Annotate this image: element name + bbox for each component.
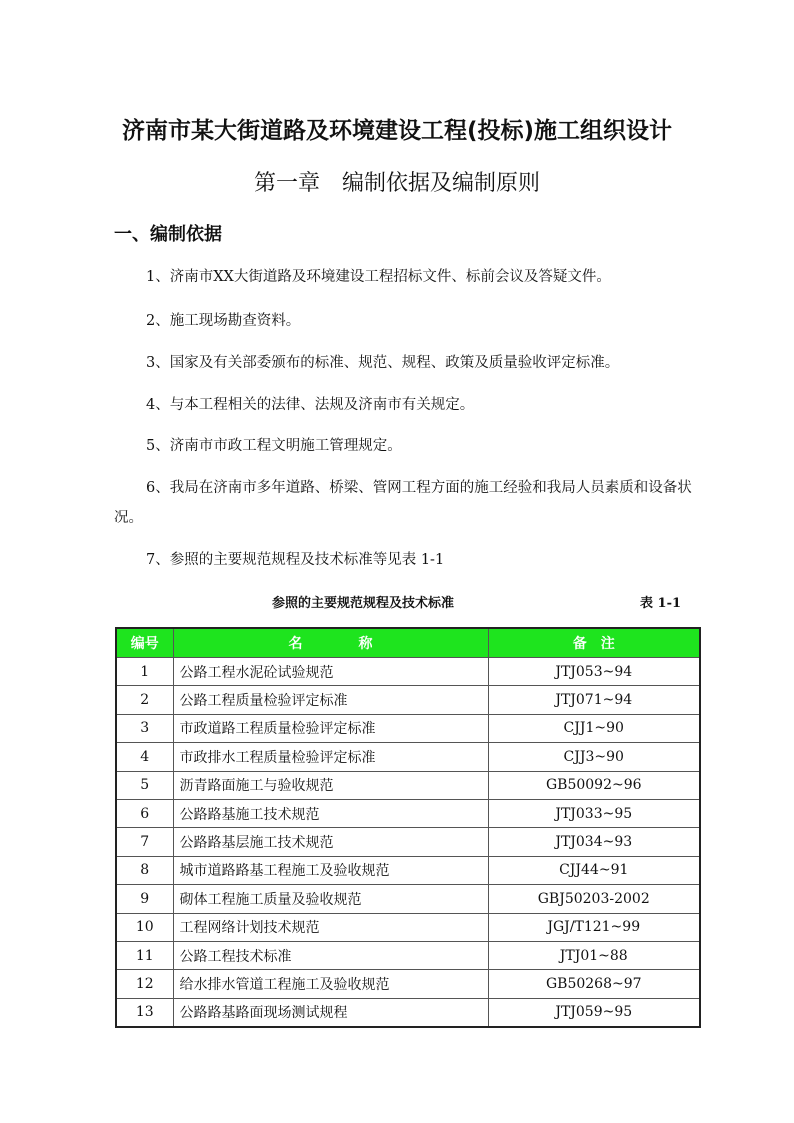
row-number: 10 xyxy=(116,913,173,941)
row-code: JTJ059~95 xyxy=(488,998,700,1027)
table-row xyxy=(116,714,700,742)
header-remark: 备 注 xyxy=(488,628,700,658)
table-row xyxy=(116,856,700,884)
table-row xyxy=(116,885,700,913)
row-number: 11 xyxy=(116,941,173,969)
paragraph: 7、参照的主要规范规程及技术标准等见表 1-1 xyxy=(146,552,445,568)
row-name: 工程网络计划技术规范 xyxy=(173,913,488,941)
row-number: 4 xyxy=(116,743,173,771)
table-row xyxy=(116,941,700,969)
table-row xyxy=(116,799,700,827)
table-row xyxy=(116,686,700,714)
row-name: 公路工程水泥砼试验规范 xyxy=(173,658,488,686)
paragraph: 2、施工现场勘查资料。 xyxy=(146,313,301,329)
row-number: 6 xyxy=(116,799,173,827)
row-name: 砌体工程施工质量及验收规范 xyxy=(173,885,488,913)
row-name: 城市道路路基工程施工及验收规范 xyxy=(173,856,488,884)
row-name: 公路工程技术标准 xyxy=(173,941,488,969)
paragraph: 5、济南市市政工程文明施工管理规定。 xyxy=(146,438,402,454)
row-number: 2 xyxy=(116,686,173,714)
row-number: 8 xyxy=(116,856,173,884)
row-name: 给水排水管道工程施工及验收规范 xyxy=(173,970,488,998)
row-number: 7 xyxy=(116,828,173,856)
row-code: JTJ034~93 xyxy=(488,828,700,856)
header-name: 名 称 xyxy=(173,628,488,658)
table-row xyxy=(116,828,700,856)
table-header-row xyxy=(116,628,700,658)
row-number: 13 xyxy=(116,998,173,1027)
section-heading: 一、编制依据 xyxy=(114,224,222,245)
row-code: GB50092~96 xyxy=(488,771,700,799)
paragraph: 4、与本工程相关的法律、法规及济南市有关规定。 xyxy=(146,397,475,413)
row-number: 9 xyxy=(116,885,173,913)
paragraph: 3、国家及有关部委颁布的标准、规范、规程、政策及质量验收评定标准。 xyxy=(146,355,620,371)
row-code: JTJ033~95 xyxy=(488,799,700,827)
row-code: JGJ/T121~99 xyxy=(488,913,700,941)
row-name: 市政排水工程质量检验评定标准 xyxy=(173,743,488,771)
row-number: 12 xyxy=(116,970,173,998)
table-row xyxy=(116,771,700,799)
row-code: CJJ44~91 xyxy=(488,856,700,884)
row-code: CJJ3~90 xyxy=(488,743,700,771)
table-row xyxy=(116,913,700,941)
row-code: GBJ50203-2002 xyxy=(488,885,700,913)
row-name: 公路路基施工技术规范 xyxy=(173,799,488,827)
table-caption: 参照的主要规范规程及技术标准 xyxy=(272,596,455,611)
row-code: JTJ01~88 xyxy=(488,941,700,969)
row-name: 市政道路工程质量检验评定标准 xyxy=(173,714,488,742)
chapter-heading: 第一章 编制依据及编制原则 xyxy=(253,171,540,196)
paragraph: 6、我局在济南市多年道路、桥梁、管网工程方面的施工经验和我局人员素质和设备状况。 xyxy=(114,480,692,526)
table-row xyxy=(116,743,700,771)
header-number: 编号 xyxy=(116,628,173,658)
row-code: CJJ1~90 xyxy=(488,714,700,742)
row-name: 沥青路面施工与验收规范 xyxy=(173,771,488,799)
row-name: 公路工程质量检验评定标准 xyxy=(173,686,488,714)
table-row xyxy=(116,998,700,1027)
table-row xyxy=(116,658,700,686)
row-code: JTJ071~94 xyxy=(488,686,700,714)
row-name: 公路路基路面现场测试规程 xyxy=(173,998,488,1027)
table-row xyxy=(116,970,700,998)
paragraph: 1、济南市XX大街道路及环境建设工程招标文件、标前会议及答疑文件。 xyxy=(146,269,611,285)
row-number: 5 xyxy=(116,771,173,799)
row-number: 3 xyxy=(116,714,173,742)
table-number: 表 1-1 xyxy=(640,596,682,611)
row-number: 1 xyxy=(116,658,173,686)
row-code: GB50268~97 xyxy=(488,970,700,998)
row-code: JTJ053~94 xyxy=(488,658,700,686)
row-name: 公路路基层施工技术规范 xyxy=(173,828,488,856)
document-title: 济南市某大街道路及环境建设工程(投标)施工组织设计 xyxy=(121,118,673,144)
standards-table xyxy=(115,627,701,1028)
